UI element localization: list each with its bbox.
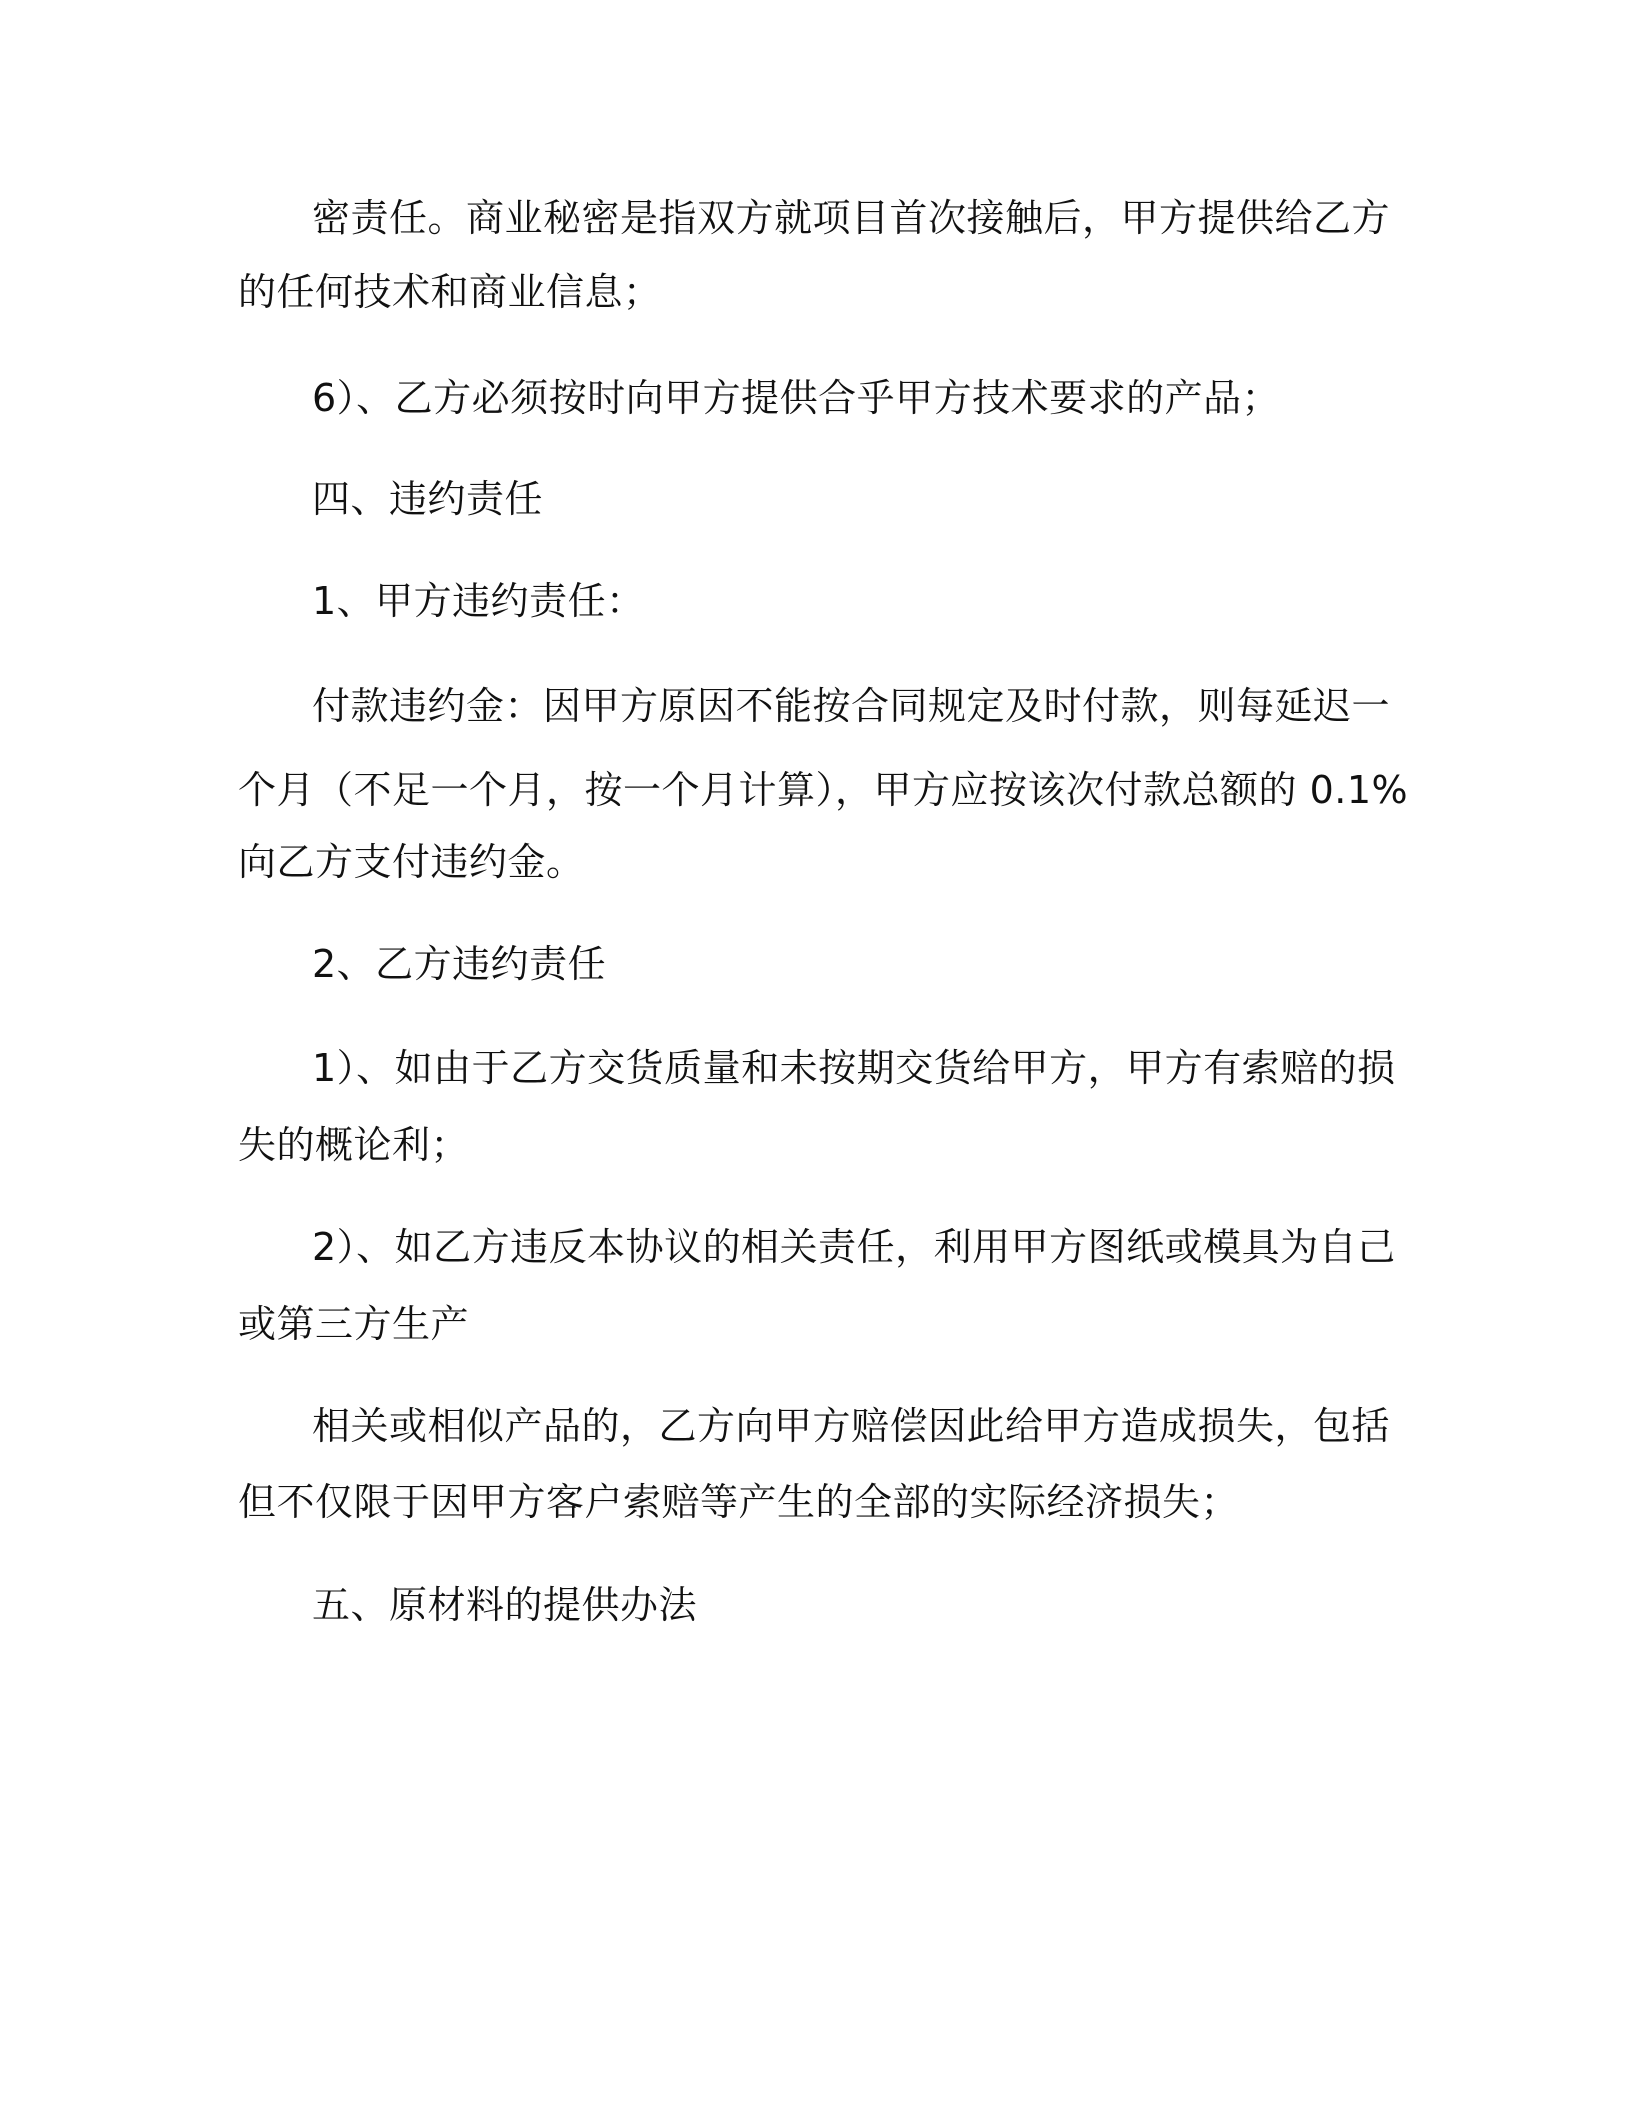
paragraph-line: 付款违约金：因甲方原因不能按合同规定及时付款，则每延迟一 <box>312 684 1391 728</box>
paragraph-line: 相关或相似产品的，乙方向甲方赔偿因此给甲方造成损失，包括 <box>312 1404 1391 1448</box>
paragraph-line: 的任何技术和商业信息； <box>238 270 662 314</box>
paragraph-line: 密责任。商业秘密是指双方就项目首次接触后，甲方提供给乙方 <box>312 196 1391 240</box>
paragraph-line: 1）、如由于乙方交货质量和未按期交货给甲方，甲方有索赔的损 <box>312 1046 1396 1090</box>
paragraph-line: 但不仅限于因甲方客户索赔等产生的全部的实际经济损失； <box>238 1480 1240 1524</box>
paragraph-line: 向乙方支付违约金。 <box>238 840 585 884</box>
section-heading: 五、原材料的提供办法 <box>312 1583 698 1627</box>
paragraph-line: 个月（不足一个月，按一个月计算），甲方应按该次付款总额的 0.1% <box>238 768 1409 812</box>
subsection-heading: 1、甲方违约责任： <box>312 579 645 623</box>
subsection-heading: 2、乙方违约责任 <box>312 942 607 986</box>
paragraph-line: 或第三方生产 <box>238 1302 470 1346</box>
paragraph-line: 2）、如乙方违反本协议的相关责任，利用甲方图纸或模具为自己 <box>312 1225 1396 1269</box>
section-heading: 四、违约责任 <box>312 477 544 521</box>
paragraph-line: 失的概论利； <box>238 1123 470 1167</box>
paragraph-line: 6）、乙方必须按时向甲方提供合乎甲方技术要求的产品； <box>312 376 1281 420</box>
